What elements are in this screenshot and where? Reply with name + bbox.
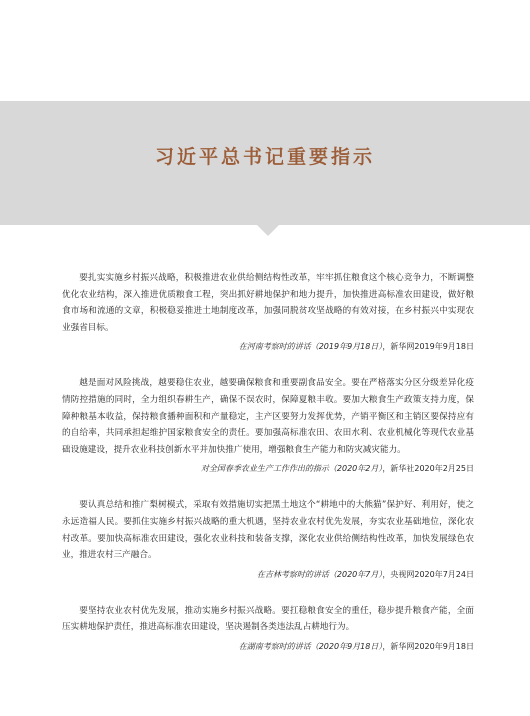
header-band-notch — [257, 225, 279, 236]
quotes-section — [62, 270, 474, 654]
quote-publication: ，新华社2020年2月25日 — [382, 464, 474, 474]
quote-source — [62, 340, 474, 354]
quote-source — [62, 462, 474, 476]
quote-block — [62, 497, 474, 581]
quote-text: 要扎实实施乡村振兴战略，积极推进农业供给侧结构性改革，牢牢抓住粮食这个核心竞争力，不断调整优化农业结构，深入推进优质粮食工程，突出抓好耕地保护和地力提升，加快推进高标准农田建设，做好粮食市场和流通的文章，积极稳妥推进土地制度改革，加强同脱贫攻坚战略的有效对接，在乡村振兴中实现农业强省目标。 — [62, 273, 474, 333]
quote-text: 越是面对风险挑战，越要稳住农业，越要确保粮食和重要副食品安全。要在严格落实分区分级差异化疫情防控措施的同时，全力组织春耕生产，确保不误农时，保障夏粮丰收。要加大粮食生产政策支持力度，保障种粮基本收益，保持粮食播种面积和产量稳定，主产区要努力发挥优势，产销平衡区和主销区要保持应有的自给率，共同承担起维护国家粮食安全的责任。要加强高标准农田、农田水利、农业机械化等现代农业基础设施建设，提升农业科技创新水平并加快推广使用，增强粮食生产能力和防灾减灾能力。 — [62, 378, 474, 455]
quote-block — [62, 603, 474, 654]
quote-occasion: 在湖南考察时的讲话（2020年9月18日） — [238, 641, 383, 651]
quote-occasion: 对全国春季农业生产工作作出的指示（2020年2月） — [200, 464, 383, 474]
quote-text: 要坚持农业农村优先发展，推动实施乡村振兴战略。要扛稳粮食安全的重任，稳步提升粮食产能，全面压实耕地保护责任，推进高标准农田建设，坚决遏制各类违法乱占耕地行为。 — [62, 605, 474, 633]
quote-publication: ，新华网2020年9月18日 — [382, 641, 474, 651]
quote-source — [62, 568, 474, 582]
quote-text: 要认真总结和推广梨树模式，采取有效措施切实把黑土地这个“耕地中的大熊猫”保护好、利用好，使之永远造福人民。要抓住实施乡村振兴战略的重大机遇，坚持农业农村优先发展，夯实农业基础地位，深化农村改革。要加快高标准农田建设，强化农业科技和装备支撑，深化农业供给侧结构性改革，加快发展绿色农业，推进农村三产融合。 — [62, 500, 474, 561]
quote-block — [62, 270, 474, 354]
quote-publication: ，央视网2020年7月24日 — [382, 569, 474, 579]
quote-occasion: 在河南考察时的讲话（2019年9月18日） — [238, 342, 383, 352]
quote-occasion: 在吉林考察时的讲话（2020年7月） — [256, 569, 383, 579]
quote-block — [62, 375, 474, 476]
quote-source — [62, 640, 474, 654]
quote-publication: ，新华网2019年9月18日 — [382, 342, 474, 352]
page-title: 习近平总书记重要指示 — [154, 146, 375, 168]
